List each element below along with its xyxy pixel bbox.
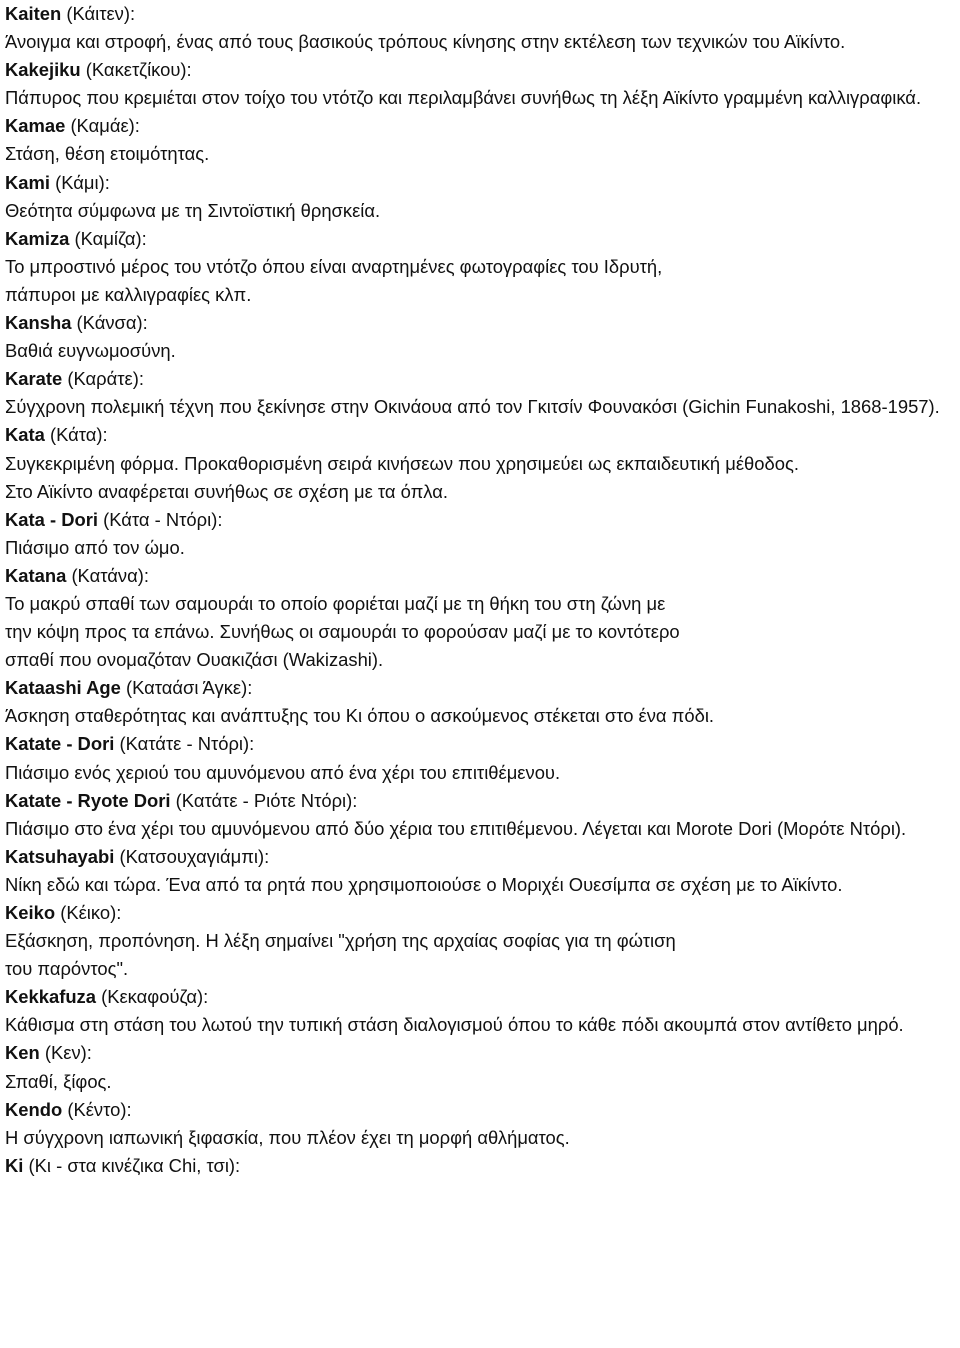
term-romaji: Kansha [5,312,72,334]
definition [5,702,954,730]
definition-line: Πιάσιμο από τον ώμο. [5,536,185,558]
definition [5,393,954,421]
entry-heading [5,309,954,337]
entry-heading [5,1039,954,1067]
definition-line: Άνοιγμα και στροφή, ένας από τους βασικούς τρόπους κίνησης στην εκτέλεση των τεχνικών του Αϊκίντο. [5,31,846,53]
term-romaji: Kekkafuza [5,986,96,1008]
term-greek: (Καταάσι Άγκε): [120,677,253,699]
definition [5,140,954,168]
glossary-entry [5,225,954,309]
glossary-entry [5,674,954,730]
term-greek: (Κεκαφούζα): [95,986,209,1008]
definition [5,84,954,112]
term-greek: (Κι - στα κινέζικα Chi, τσι): [23,1154,241,1176]
entry-heading [5,421,954,449]
term-greek: (Κέντο): [62,1098,132,1120]
definition-line: Βαθιά ευγνωμοσύνη. [5,340,176,362]
definition-line: σπαθί που ονομαζόταν Ουακιζάσι (Wakizashi). [5,649,384,671]
term-romaji: Kamae [5,115,66,137]
definition [5,815,954,843]
definition-line: Εξάσκηση, προπόνηση. Η λέξη σημαίνει "χρήση της αρχαίας σοφίας για τη φώτιση [5,930,676,952]
definition-line: Θεότητα σύμφωνα με τη Σιντοϊστική θρησκεία. [5,199,381,221]
term-greek: (Κατσουχαγιάμπι): [114,845,270,867]
entry-heading [5,169,954,197]
term-greek: (Κάνσα): [71,312,148,334]
glossary-entry [5,1096,954,1152]
entry-heading [5,562,954,590]
term-romaji: Kami [5,171,50,193]
term-greek: (Κέικο): [55,902,122,923]
definition [5,253,954,309]
term-greek: (Κάτα): [44,424,108,446]
definition [5,450,954,506]
definition [5,1124,954,1152]
term-romaji: Kakejiku [5,59,81,81]
definition-line: Στο Αϊκίντο αναφέρεται συνήθως σε σχέση με τα όπλα. [5,480,448,502]
definition [5,28,954,56]
glossary-entry [5,169,954,225]
glossary-entry [5,506,954,562]
definition-line: Νίκη εδώ και τώρα. Ένα από τα ρητά που χρησιμοποιούσε ο Μοριχέι Ουεσίμπα σε σχέση με το Αϊκίντο. [5,873,843,895]
glossary-entry [5,365,954,421]
definition [5,759,954,787]
definition-line: Κάθισμα στη στάση του λωτού την τυπική στάση διαλογισμού όπου το κάθε πόδι ακουμπά στον αντίθετο μηρό. [5,1014,904,1036]
glossary-entry [5,983,954,1039]
definition-line: Το μακρύ σπαθί των σαμουράι το οποίο φοριέται μαζί με τη θήκη του στη ζώνη με [5,592,666,614]
term-romaji: Kamiza [5,227,70,249]
term-greek: (Καμίζα): [69,227,147,249]
entry-heading [5,112,954,140]
term-greek: (Κατάνα): [66,564,149,586]
term-romaji: Karate [5,368,63,390]
term-romaji: Ki [5,1154,24,1176]
glossary-entry [5,421,954,505]
term-greek: (Καράτε): [62,368,144,390]
term-greek: (Κατάτε - Ντόρι): [114,733,255,755]
term-romaji: Kaiten [5,3,62,24]
term-romaji: Katana [5,564,67,586]
term-romaji: Katsuhayabi [5,845,115,867]
term-greek: (Κακετζίκου): [80,59,192,81]
entry-heading [5,1152,954,1180]
definition-line: του παρόντος". [5,958,129,980]
definition-line: Στάση, θέση ετοιμότητας. [5,143,210,165]
glossary-entry [5,787,954,843]
glossary-entry [5,730,954,786]
definition-line: Το μπροστινό μέρος του ντότζο όπου είναι αναρτημένες φωτογραφίες του Ιδρυτή, [5,255,663,277]
entry-heading [5,843,954,871]
term-romaji: Kendo [5,1098,63,1120]
definition-line: Συγκεκριμένη φόρμα. Προκαθορισμένη σειρά κινήσεων που χρησιμεύει ως εκπαιδευτική μέθοδος. [5,452,799,474]
definition [5,871,954,899]
term-romaji: Kata [5,424,45,446]
term-romaji: Katate - Ryote Dori [5,789,171,811]
entry-heading [5,506,954,534]
definition-line: πάπυροι με καλλιγραφίες κλπ. [5,283,252,305]
glossary-entry [5,309,954,365]
glossary-entry [5,112,954,168]
entry-heading [5,730,954,758]
definition-line: Σύγχρονη πολεμική τέχνη που ξεκίνησε στην Οκινάουα από τον Γκιτσίν Φουνακόσι (Gichin Funakoshi, 1868-1957). [5,396,940,418]
term-romaji: Ken [5,1042,40,1064]
definition [5,337,954,365]
glossary-entry [5,1152,954,1180]
definition-line: Σπαθί, ξίφος. [5,1070,112,1092]
term-greek: (Κάμι): [49,171,110,193]
entry-heading [5,787,954,815]
glossary-entry [5,1039,954,1095]
definition-line: Πάπυρος που κρεμιέται στον τοίχο του ντότζο και περιλαμβάνει συνήθως τη λέξη Αϊκίντο γραμμένη καλλιγραφικά. [5,87,922,109]
definition-line: την κόψη προς τα επάνω. Συνήθως οι σαμουράι το φορούσαν μαζί με το κοντότερο [5,621,680,643]
glossary-entry [5,899,954,983]
definition [5,534,954,562]
term-greek: (Κάτα - Ντόρι): [98,508,223,530]
term-romaji: Kataashi Age [5,677,121,699]
entry-heading [5,56,954,84]
entry-heading [5,983,954,1011]
definition-line: Πιάσιμο ενός χεριού του αμυνόμενου από ένα χέρι του επιτιθέμενου. [5,761,561,783]
entry-heading [5,674,954,702]
term-romaji: Katate - Dori [5,733,115,755]
definition [5,1011,954,1039]
glossary-entry [5,0,954,56]
definition-line: Η σύγχρονη ιαπωνική ξιφασκία, που πλέον έχει τη μορφή αθλήματος. [5,1126,570,1148]
glossary-entry [5,562,954,674]
definition [5,197,954,225]
entry-heading [5,1096,954,1124]
definition-line: Πιάσιμο στο ένα χέρι του αμυνόμενου από δύο χέρια του επιτιθέμενου. Λέγεται και Morote Dori (Μορότε Ντόρι). [5,817,907,839]
entry-heading [5,365,954,393]
entry-heading [5,225,954,253]
term-romaji: Keiko [5,902,56,923]
term-romaji: Kata - Dori [5,508,98,530]
glossary-entry [5,56,954,112]
definition [5,1068,954,1096]
definition [5,590,954,674]
definition-line: Άσκηση σταθερότητας και ανάπτυξης του Κι όπου ο ασκούμενος στέκεται στο ένα πόδι. [5,705,715,727]
definition [5,927,954,983]
term-greek: (Κάιτεν): [61,3,136,24]
term-greek: (Καμάε): [65,115,140,137]
glossary-entry [5,843,954,899]
term-greek: (Κεν): [39,1042,92,1064]
entry-heading [5,899,954,927]
entry-heading [5,0,954,28]
term-greek: (Κατάτε - Ριότε Ντόρι): [170,789,358,811]
